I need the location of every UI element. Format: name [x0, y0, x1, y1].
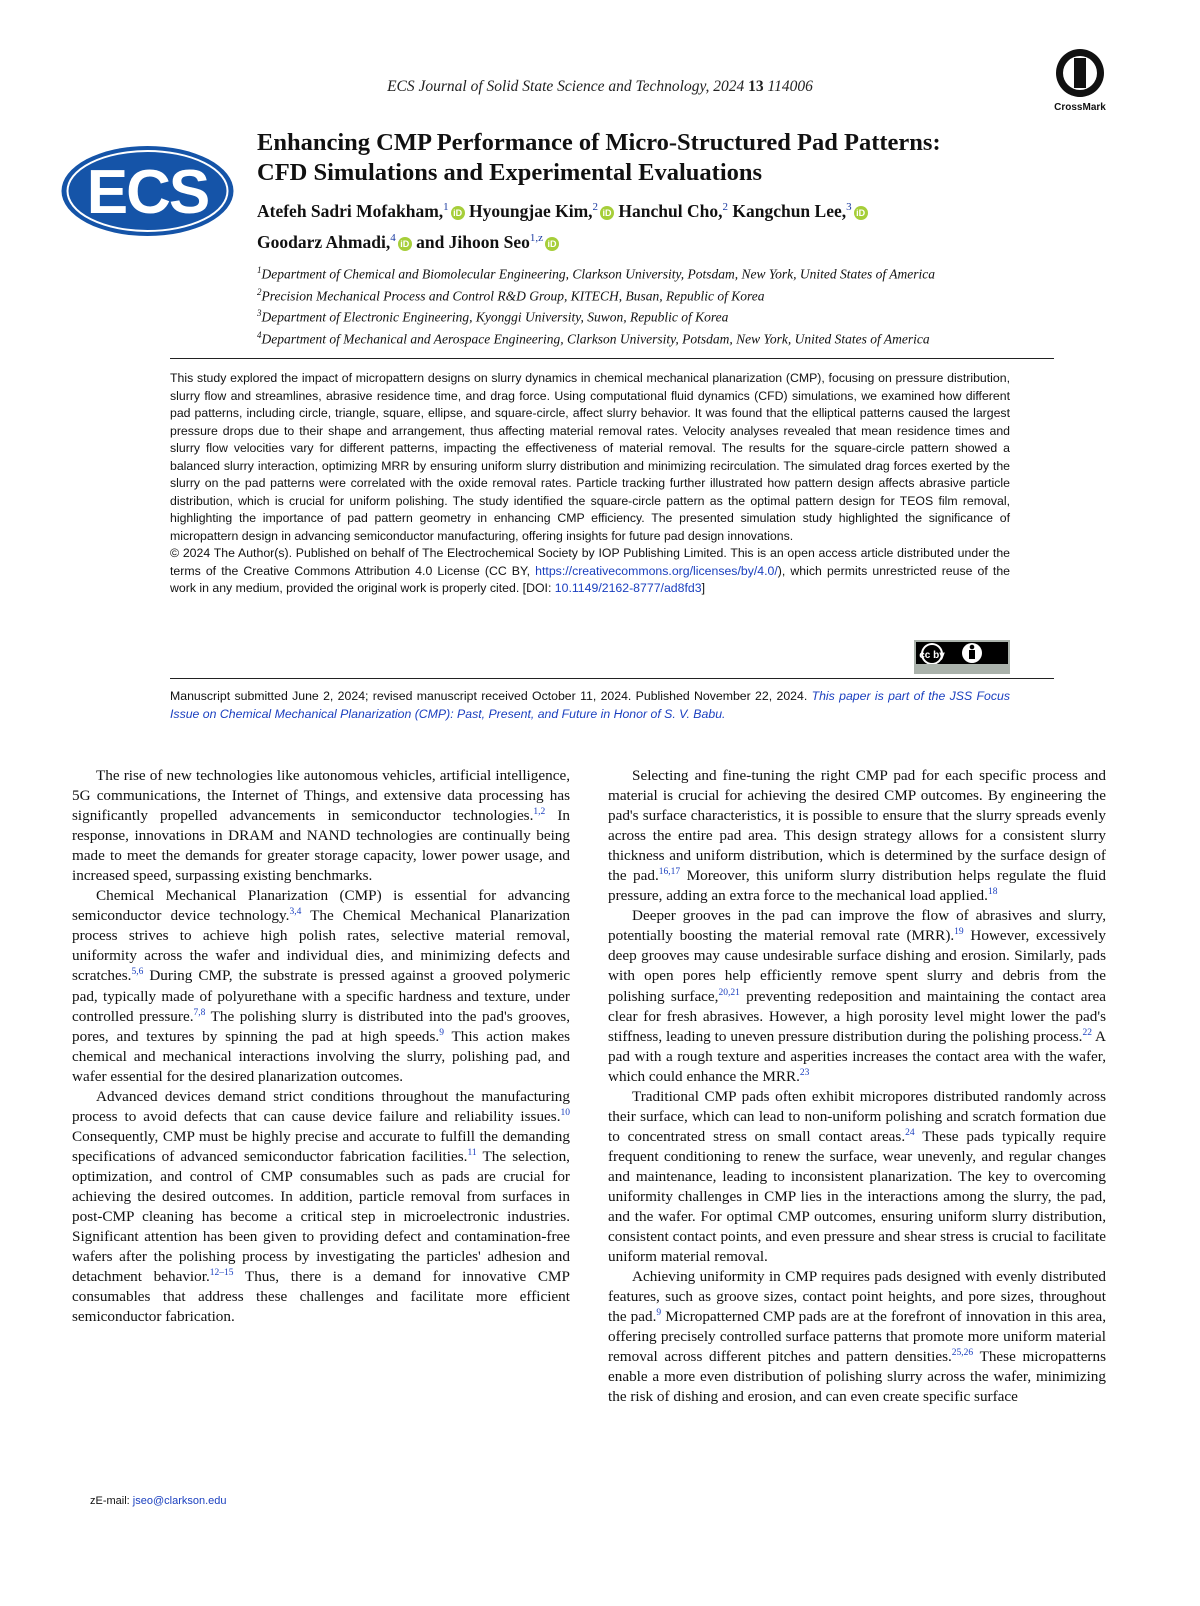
citation-ref[interactable]: 24	[905, 1127, 915, 1138]
orcid-icon[interactable]: iD	[545, 237, 559, 251]
email-link[interactable]: jseo@clarkson.edu	[132, 1495, 227, 1507]
author: and Jihoon Seo$^{1,z}$ iD	[416, 232, 559, 252]
paragraph-text: preventing redeposition and maintaining the contact area clear for fresh abrasives. However, a high porosity level might lower the pad's stiffness, leading to uneven pressure distribution during the polishing process.	[608, 987, 1106, 1045]
divider	[170, 678, 1054, 679]
citation-ref[interactable]: 16,17	[658, 867, 681, 878]
paragraph-text: However, excessively deep grooves may cause undesirable surface dishing and erosion. Similarly, pads with open pores help efficiently remove spent slurry and debris from the polishing surface,	[608, 927, 1106, 1005]
body-paragraph	[608, 766, 1106, 906]
paragraph-text: In response, innovations in DRAM and NAND technologies are continually being made to meet the demands for greater storage capacity, lower power usage, and increased speed, surpassing existing benchmarks.	[72, 807, 570, 885]
citation-ref[interactable]: 22	[1082, 1027, 1092, 1038]
citation-ref[interactable]: 23	[799, 1067, 810, 1078]
orcid-icon[interactable]: iD	[600, 206, 614, 220]
journal-citation	[0, 78, 1200, 96]
paragraph-text: Achieving uniformity in CMP requires pads designed with evenly distributed features, such as groove sizes, contact point heights, and pore sizes, throughout the pad.	[608, 1268, 1106, 1326]
paragraph-text: The selection, optimization, and control of CMP consumables such as pads are crucial for achieving the desired outcomes. In addition, particle removal from surfaces in post-CMP cleaning has become a critical step in microelectronic industries. Significant attention has been given to providing defect and contamination-free wafers after the polishing process by investigating the particles' adhesion and detachment behavior.	[72, 1147, 570, 1286]
paragraph-text: Traditional CMP pads often exhibit micropores distributed randomly across their surface, which can lead to non-uniform polishing and scratch formation due to concentrated stress on small contact areas.	[608, 1087, 1106, 1145]
article-number: 114006	[763, 78, 813, 95]
crossmark-icon[interactable]	[1052, 48, 1108, 112]
affiliation-ref[interactable]: 4	[390, 231, 396, 244]
journal-name: ECS Journal of Solid State Science and Technology,	[387, 78, 710, 95]
ecs-logo	[60, 145, 235, 237]
citation-ref[interactable]: 5,6	[131, 967, 144, 978]
abstract-body: This study explored the impact of micropattern designs on slurry dynamics in chemical mechanical planarization (CMP), focusing on pressure distribution, slurry flow and streamlines, abrasive residence time, and drag force. Using computational fluid dynamics (CFD) simulations, we examined how different pad patterns, including circle, triangle, square, ellipse, and square-circle, affect slurry behavior. It was found that the elliptical patterns caused the largest pressure drops due to their shape and arrangement, thus affecting material removal rates. Velocity analyses revealed that mean residence times and slurry flow velocities vary for different patterns, impacting the effectiveness of material removal. The results for the square-circle pattern showed a balanced slurry interaction, optimizing MRR by ensuring uniform slurry distribution and minimizing recirculation. The simulated drag forces exerted by the slurry on the pad patterns were correlated with the oxide removal rates. Particle tracking further illustrated how pattern design affects abrasive particle distribution, which is crucial for uniform polishing. The study identified the square-circle pattern as the optimal pattern design for TEOS film removal, highlighting the importance of pad pattern geometry in enhancing CMP efficiency. The presented simulation study highlighted the significance of micropattern design in advancing semiconductor manufacturing, offering insights for future pad design innovations.	[170, 371, 1010, 543]
paragraph-text: During CMP, the substrate is pressed against a grooved polymeric pad, typically made of polyurethane with a specific hardness and texture, under controlled pressure.	[72, 967, 570, 1025]
citation-ref[interactable]: 19	[954, 927, 964, 938]
paragraph-text: The rise of new technologies like autonomous vehicles, artificial intelligence, 5G communications, the Internet of Things, and extensive data processing has significantly propelled advancements in semiconductor technologies.	[72, 767, 570, 825]
body-column-right	[608, 766, 1106, 1408]
author: Hyoungjae Kim,$^2$ iD	[469, 201, 614, 221]
affiliation: $^3$Department of Electronic Engineering, Kyonggi University, Suwon, Republic of Korea	[257, 308, 729, 325]
cc-badge-text: cc by	[919, 650, 945, 661]
orcid-icon[interactable]: iD	[398, 237, 412, 251]
paragraph-text: Consequently, CMP must be highly precise and accurate to fulfill the demanding specifications of advanced semiconductor fabrication facilities.	[72, 1127, 570, 1165]
body-paragraph	[608, 1087, 1106, 1267]
affiliations	[257, 262, 1072, 348]
citation-ref[interactable]: 12–15	[209, 1268, 234, 1279]
body-paragraph	[608, 1267, 1106, 1407]
affiliation-ref[interactable]: 1,z	[529, 231, 544, 244]
license-statement: © 2024 The Author(s). Published on behalf of The Electrochemical Society by IOP Publishing Limited. This is an open access article distributed under the terms of the Creative Commons Attribution 4.0 License (CC BY, https://creativecommons.org/licenses/by/4.0/), which permits unrestricted reuse of the work in any medium, provided the original work is properly cited. [DOI: 10.1149/2162-8777/ad8fd3]	[170, 546, 1010, 595]
affiliation: $^1$Department of Chemical and Biomolecular Engineering, Clarkson University, Potsdam, New York, United States of America	[257, 265, 935, 282]
paragraph-text: The Chemical Mechanical Planarization process strives to achieve high polish rates, selective material removal, uniformity across the wafer and individual dies, and minimizing defects and scratches.	[72, 907, 570, 985]
author: Goodarz Ahmadi,$^4$ iD	[257, 232, 412, 252]
cc-by-badge[interactable]	[914, 640, 1010, 674]
author: Kangchun Lee,$^3$ iD	[732, 201, 867, 221]
paper-title	[257, 128, 1117, 188]
orcid-icon[interactable]: iD	[451, 206, 465, 220]
affiliation: $^2$Precision Mechanical Process and Control R&D Group, KITECH, Busan, Republic of Korea	[257, 286, 765, 303]
paragraph-text: The polishing slurry is distributed into the pad's grooves, pores, and textures by spinning the pad at high speeds.	[72, 1007, 570, 1045]
paragraph-text: Moreover, this uniform slurry distribution helps regulate the fluid pressure, adding an extra force to the mechanical load applied.	[608, 867, 1107, 905]
affiliation-ref[interactable]: 2	[592, 201, 599, 213]
body-column-left	[72, 766, 570, 1327]
paragraph-text: Advanced devices demand strict conditions throughout the manufacturing process to avoid defects that can cause device failure and reliability issues.	[72, 1087, 570, 1125]
citation-ref[interactable]: 9	[656, 1308, 662, 1319]
paragraph-text: This action makes chemical and mechanical interactions involving the slurry, polishing pad, and wafer essential for the desired planarization outcomes.	[72, 1027, 571, 1085]
citation-ref[interactable]: 20,21	[718, 987, 740, 998]
affiliation-ref[interactable]: 1	[443, 201, 449, 213]
citation-ref[interactable]: 11	[467, 1147, 477, 1158]
paragraph-text: These pads typically require frequent conditioning to renew the surface, wear unevenly, and regular changes and maintenance, leading to inconsistent planarization. The key to overcoming uniformity challenges in CMP lies in the interactions among the slurry, the pad, and the wafer. For optimal CMP outcomes, ensuring uniform slurry distribution, consistent contact points, and even pressure and shear stress is crucial to facilitate uniform material removal.	[608, 1127, 1106, 1266]
paragraph-text: Micropatterned CMP pads are at the forefront of innovation in this area, offering precisely controlled surface patterns that promote more uniform material removal across different pitches and pattern densities.	[608, 1308, 1107, 1366]
title-line-1: Enhancing CMP Performance of Micro-Structured Pad Patterns:	[257, 129, 941, 156]
author-list	[257, 194, 1117, 256]
crossmark-label: CrossMark	[1054, 102, 1106, 112]
affiliation-ref[interactable]: 3	[846, 201, 852, 213]
body-paragraph	[72, 766, 570, 886]
paragraph-text: Selecting and fine-tuning the right CMP pad for each specific process and material is crucial for achieving the desired CMP outcomes. By engineering the pad's surface characteristics, it is possible to ensure that the slurry spreads evenly across the entire pad area. This design strategy allows for a consistent slurry thickness and uniform distribution, which is determined by the surface design of the pad.	[608, 767, 1106, 885]
paragraph-text: A pad with a rough texture and asperities increases the contact area with the wafer, which could enhance the MRR.	[608, 1027, 1106, 1085]
ecs-logo-text: ECS	[86, 158, 209, 227]
citation-ref[interactable]: 1,2	[533, 807, 546, 818]
abstract	[170, 370, 1010, 598]
manuscript-dates: Manuscript submitted June 2, 2024; revised manuscript received October 11, 2024. Published November 22, 2024. This paper is part of the JSS Focus Issue on Chemical Mechanical Planarization (CMP): Past, Present, and Future in Honor of S. V. Babu.	[170, 689, 1010, 721]
citation-ref[interactable]: 10	[560, 1107, 570, 1118]
citation-ref[interactable]: 3,4	[289, 907, 302, 918]
body-paragraph	[608, 906, 1106, 1086]
citation-ref[interactable]: 7,8	[193, 1007, 206, 1018]
paragraph-text: Deeper grooves in the pad can improve the flow of abrasives and slurry, potentially boosting the material removal rate (MRR).	[608, 907, 1106, 945]
paragraph-text: These micropatterns enable a more even distribution of polishing slurry across the wafer, minimizing the risk of dishing and erosion, and can even create specific surface	[608, 1348, 1106, 1406]
divider	[170, 358, 1054, 359]
title-line-2: CFD Simulations and Experimental Evaluations	[257, 159, 763, 186]
journal-volume: 13	[748, 78, 764, 95]
author: Atefeh Sadri Mofakham,$^1$ iD	[257, 201, 465, 221]
citation-ref[interactable]: 18	[987, 887, 998, 898]
affiliation-ref[interactable]: 2	[722, 201, 728, 213]
body-paragraph	[72, 1087, 570, 1328]
author: Hanchul Cho,$^2$	[618, 200, 728, 221]
focus-issue-link[interactable]: This paper is part of the JSS Focus Issue on Chemical Mechanical Planarization (CMP): Past, Present, and Future in Honor of S. V. Babu.	[170, 689, 1010, 721]
body-paragraph	[72, 886, 570, 1086]
doi-link[interactable]: 10.1149/2162-8777/ad8fd3	[554, 581, 702, 595]
paragraph-text: Chemical Mechanical Planarization (CMP) is essential for advancing semiconductor device technology.	[72, 887, 570, 925]
license-link[interactable]: https://creativecommons.org/licenses/by/4.0/	[535, 563, 778, 578]
journal-year: 2024	[709, 78, 749, 95]
orcid-icon[interactable]: iD	[854, 206, 868, 220]
citation-ref[interactable]: 25,26	[951, 1348, 974, 1359]
paragraph-text: Thus, there is a demand for innovative CMP consumables that address these challenges and facilitate more efficient semiconductor fabrication.	[72, 1268, 570, 1326]
affiliation: $^4$Department of Mechanical and Aerospace Engineering, Clarkson University, Potsdam, New York, United States of America	[257, 329, 930, 346]
correspondence-footnote: zE-mail: jseo@clarkson.edu	[90, 1495, 227, 1507]
citation-ref[interactable]: 9	[439, 1027, 444, 1038]
